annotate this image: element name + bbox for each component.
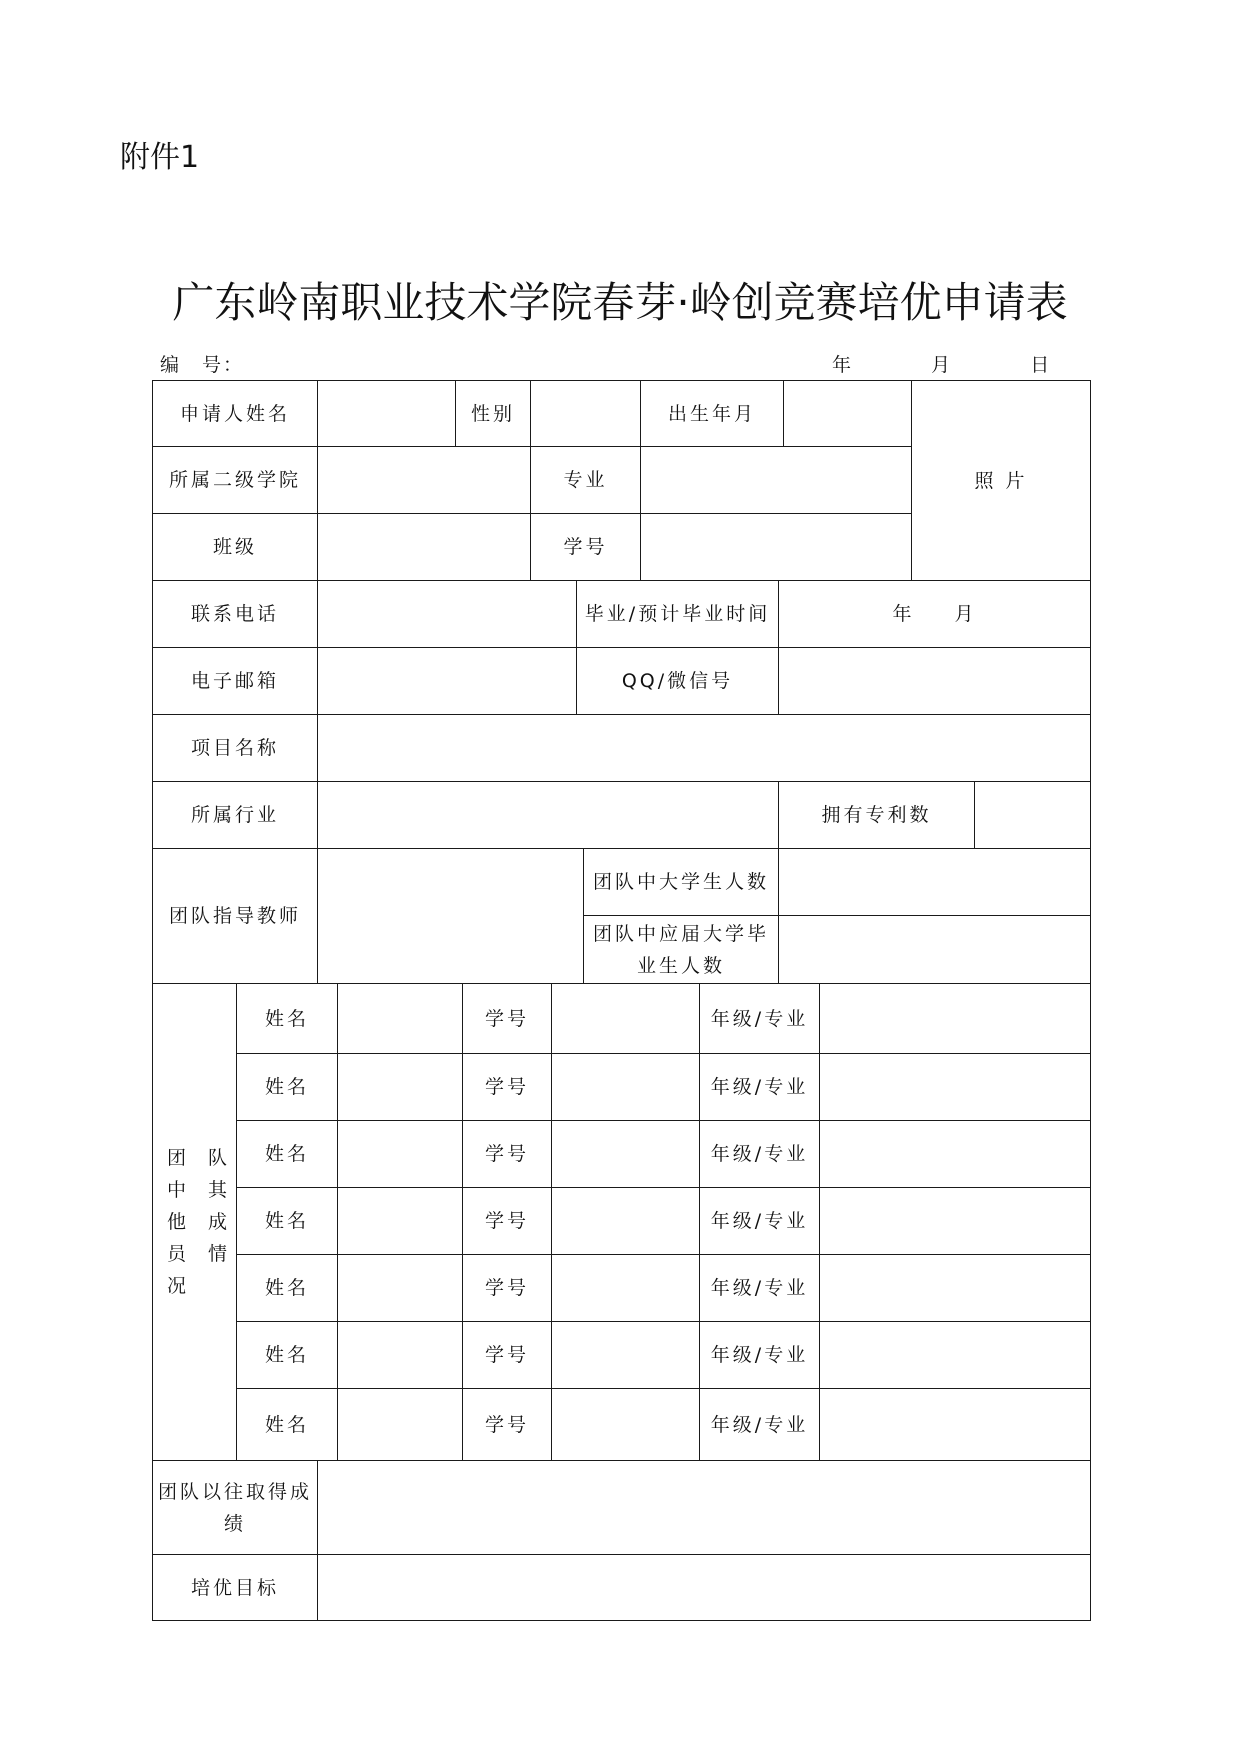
member-name-label: 姓名: [236, 1388, 338, 1461]
email-label: 电子邮箱: [152, 647, 318, 715]
member-grade-label: 年级/专业: [699, 983, 820, 1054]
phone-field[interactable]: [317, 580, 577, 648]
member-name-field[interactable]: [337, 1120, 463, 1188]
graduation-month-label: 月: [954, 603, 977, 625]
applicant-name-field[interactable]: [317, 380, 456, 447]
member-grade-field[interactable]: [819, 1254, 1091, 1322]
member-id-label: 学号: [462, 1321, 552, 1389]
goal-label: 培优目标: [152, 1554, 318, 1621]
members-section-label: [152, 983, 250, 1461]
member-id-label: 学号: [462, 1254, 552, 1322]
form-title: 广东岭南职业技术学院春芽·岭创竞赛培优申请表: [172, 278, 1068, 327]
member-id-field[interactable]: [551, 983, 700, 1054]
member-name-label: 姓名: [236, 1254, 338, 1322]
patents-label: 拥有专利数: [778, 781, 975, 849]
date-month-label: 月: [931, 354, 953, 376]
member-name-field[interactable]: [337, 983, 463, 1054]
member-name-field[interactable]: [337, 1321, 463, 1389]
student-no-label: 学号: [530, 513, 641, 581]
member-id-field[interactable]: [551, 1053, 700, 1121]
birth-field[interactable]: [783, 380, 912, 447]
graduation-time-field[interactable]: [778, 580, 1091, 648]
team-college-count-label: 团队中大学生人数: [583, 848, 779, 916]
serial-number-label: 编 号：: [160, 354, 245, 376]
member-grade-label: 年级/专业: [699, 1321, 820, 1389]
major-field[interactable]: [640, 446, 912, 514]
application-form: [152, 380, 1091, 1621]
project-name-field[interactable]: [317, 714, 1091, 782]
goal-field[interactable]: [317, 1554, 1091, 1621]
member-name-field[interactable]: [337, 1254, 463, 1322]
member-id-field[interactable]: [551, 1120, 700, 1188]
gender-label: 性别: [455, 380, 531, 447]
graduation-year-label: 年: [892, 603, 915, 625]
industry-label: 所属行业: [152, 781, 318, 849]
qq-wechat-field[interactable]: [778, 647, 1091, 715]
member-name-label: 姓名: [236, 1120, 338, 1188]
member-name-field[interactable]: [337, 1053, 463, 1121]
advisor-field[interactable]: [317, 848, 584, 984]
team-history-label: 团队以往取得成绩: [152, 1460, 318, 1555]
member-id-field[interactable]: [551, 1187, 700, 1255]
member-id-field[interactable]: [551, 1254, 700, 1322]
member-id-label: 学号: [462, 1053, 552, 1121]
members-label-line: 团队: [167, 1147, 250, 1169]
member-grade-label: 年级/专业: [699, 1254, 820, 1322]
member-grade-field[interactable]: [819, 1187, 1091, 1255]
birth-label: 出生年月: [640, 380, 784, 447]
member-grade-field[interactable]: [819, 1120, 1091, 1188]
advisor-label: 团队指导教师: [152, 848, 318, 984]
graduation-time-label: 毕业/预计毕业时间: [576, 580, 779, 648]
member-name-label: 姓名: [236, 1321, 338, 1389]
annex-label: 附件1: [120, 140, 200, 175]
team-history-field[interactable]: [317, 1460, 1091, 1555]
date-year-label: 年: [832, 354, 854, 376]
team-college-count-field[interactable]: [778, 848, 1091, 916]
member-name-field[interactable]: [337, 1187, 463, 1255]
member-id-label: 学号: [462, 983, 552, 1054]
member-name-label: 姓名: [236, 1187, 338, 1255]
email-field[interactable]: [317, 647, 577, 715]
college-field[interactable]: [317, 446, 531, 514]
member-name-field[interactable]: [337, 1388, 463, 1461]
team-graduate-count-label: 团队中应届大学毕业生人数: [583, 915, 779, 984]
member-id-field[interactable]: [551, 1388, 700, 1461]
member-grade-field[interactable]: [819, 1321, 1091, 1389]
member-id-label: 学号: [462, 1187, 552, 1255]
member-grade-field[interactable]: [819, 1388, 1091, 1461]
class-field[interactable]: [317, 513, 531, 581]
member-id-label: 学号: [462, 1120, 552, 1188]
student-no-field[interactable]: [640, 513, 912, 581]
class-label: 班级: [152, 513, 318, 581]
team-graduate-count-field[interactable]: [778, 915, 1091, 984]
date-line: [832, 350, 1051, 377]
members-label-line: 他成: [167, 1211, 250, 1233]
member-id-label: 学号: [462, 1388, 552, 1461]
member-grade-label: 年级/专业: [699, 1120, 820, 1188]
member-grade-field[interactable]: [819, 1053, 1091, 1121]
members-label-line: 况: [167, 1275, 209, 1297]
major-label: 专业: [530, 446, 641, 514]
college-label: 所属二级学院: [152, 446, 318, 514]
member-grade-label: 年级/专业: [699, 1388, 820, 1461]
applicant-name-label: 申请人姓名: [152, 380, 318, 447]
member-grade-label: 年级/专业: [699, 1187, 820, 1255]
project-name-label: 项目名称: [152, 714, 318, 782]
member-grade-field[interactable]: [819, 983, 1091, 1054]
gender-field[interactable]: [530, 380, 641, 447]
phone-label: 联系电话: [152, 580, 318, 648]
member-name-label: 姓名: [236, 1053, 338, 1121]
patents-field[interactable]: [974, 781, 1091, 849]
industry-field[interactable]: [317, 781, 779, 849]
members-label-line: 中其: [167, 1179, 250, 1201]
member-grade-label: 年级/专业: [699, 1053, 820, 1121]
member-id-field[interactable]: [551, 1321, 700, 1389]
date-day-label: 日: [1030, 354, 1052, 376]
qq-wechat-label: QQ/微信号: [576, 647, 779, 715]
member-name-label: 姓名: [236, 983, 338, 1054]
members-label-line: 员情: [167, 1243, 250, 1265]
photo-box[interactable]: 照 片: [911, 380, 1091, 581]
